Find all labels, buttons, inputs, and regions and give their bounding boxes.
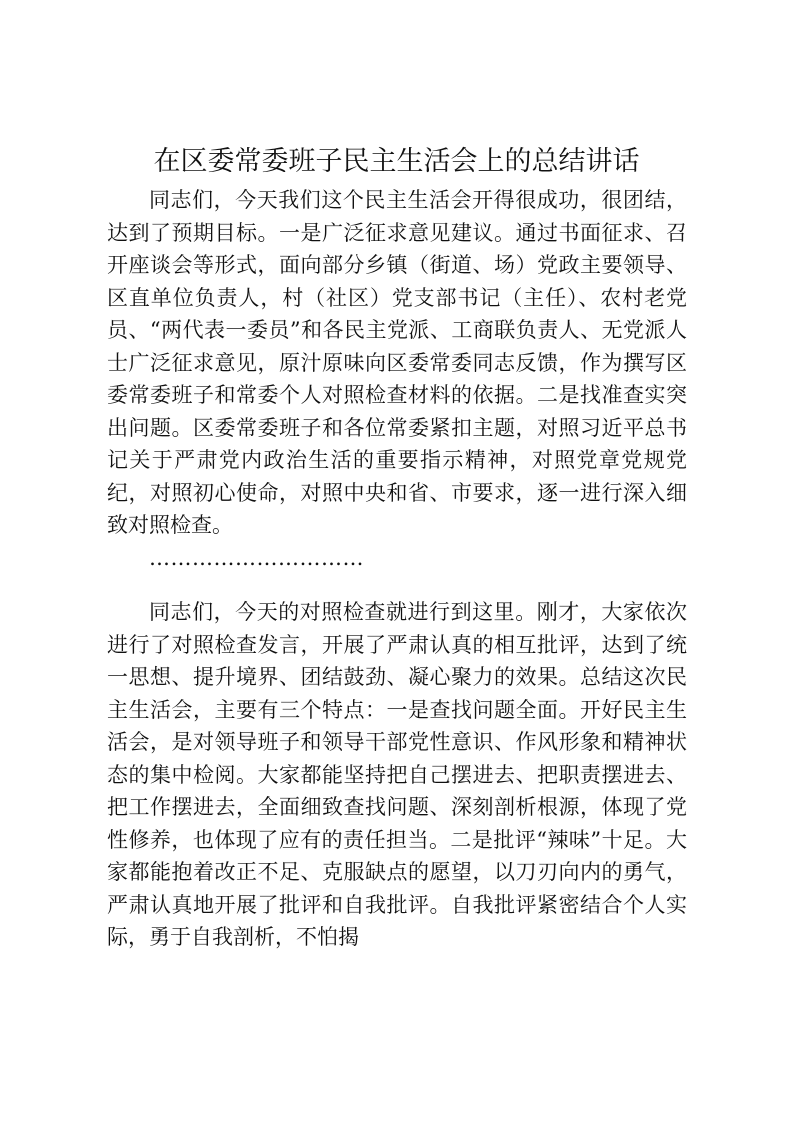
paragraph-2: 同志们，今天的对照检查就进行到这里。刚才，大家依次进行了对照检查发言，开展了严肃认真的相互批评，达到了统一思想、提升境界、团结鼓劲、凝心聚力的效果。总结这次民主生活会，主要有三个特点：一是查找问题全面。开好民主生活会，是对领导班子和领导干部党性意识、作风形象和精神状态的集中检阅。大家都能坚持把自己摆进去、把职责摆进去、把工作摆进去，全面细致查找问题、深刻剖析根源，体现了党性修养，也体现了应有的责任担当。二是批评“辣味”十足。大家都能抱着改正不足、克服缺点的愿望，以刀刃向内的勇气，严肃认真地开展了批评和自我批评。自我批评紧密结合个人实际，勇于自我剖析，不怕揭 bbox=[107, 600, 687, 949]
document-body bbox=[107, 184, 687, 954]
omission-ellipsis: ………………………… bbox=[149, 545, 364, 570]
paragraph-1: 同志们，今天我们这个民主生活会开得很成功，很团结，达到了预期目标。一是广泛征求意见建议。通过书面征求、召开座谈会等形式，面向部分乡镇（街道、场）党政主要领导、区直单位负责人，村（社区）党支部书记（主任）、农村老党员、“两代表一委员”和各民主党派、工商联负责人、无党派人士广泛征求意见，原汁原味向区委常委同志反馈，作为撰写区委常委班子和常委个人对照检查材料的依据。二是找准查实突出问题。区委常委班子和各位常委紧扣主题，对照习近平总书记关于严肃党内政治生活的重要指示精神，对照党章党规党纪，对照初心使命，对照中央和省、市要求，逐一进行深入细致对照检查。 bbox=[107, 188, 687, 537]
document-title: 在区委常委班子民主生活会上的总结讲话 bbox=[153, 146, 640, 177]
paragraph-spacer bbox=[107, 574, 687, 596]
